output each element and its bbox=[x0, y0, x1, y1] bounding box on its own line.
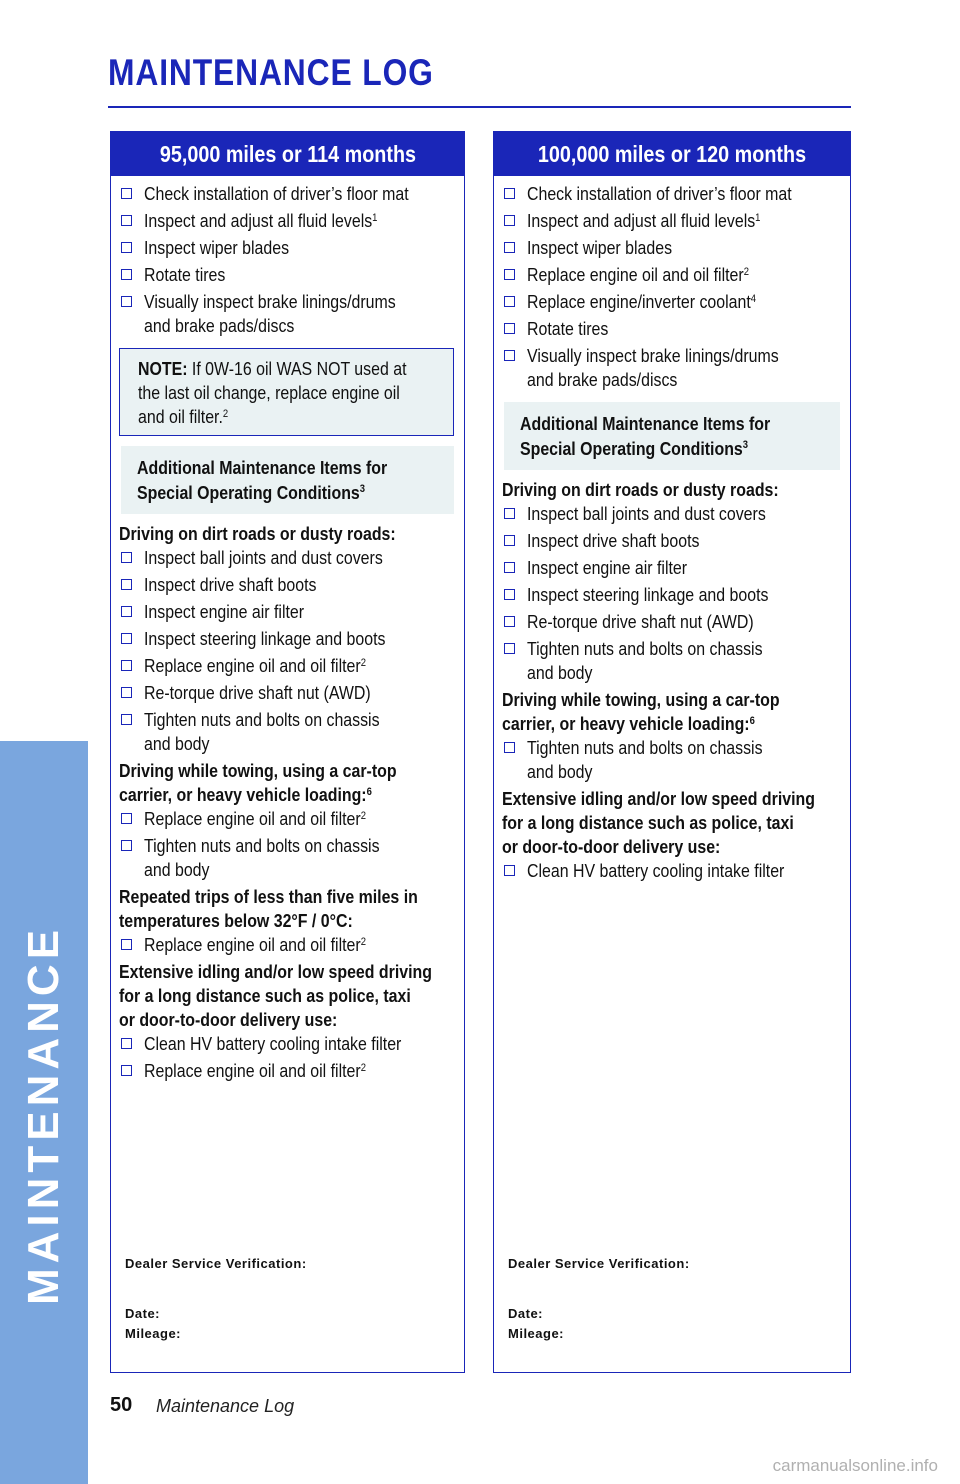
interval-95000 bbox=[110, 131, 465, 1373]
checklist-item bbox=[119, 1059, 464, 1083]
side-tab-label: MAINTENANCE bbox=[19, 924, 68, 1306]
item-label: Replace engine oil and oil filter$^2$ bbox=[144, 934, 366, 955]
checklist-item bbox=[502, 317, 850, 341]
checklist-item bbox=[119, 654, 464, 678]
dealer-verification-label: Dealer Service Verification: bbox=[508, 1256, 690, 1271]
checkbox[interactable] bbox=[121, 606, 132, 617]
checklist-item bbox=[502, 556, 850, 580]
checklist-item bbox=[119, 1032, 464, 1056]
checkbox[interactable] bbox=[504, 589, 515, 600]
idling-heading: Extensive idling and/or low speed driving for a long distance such as police, taxi or door-to-door delivery use: bbox=[502, 788, 815, 857]
checklist-item bbox=[119, 627, 464, 651]
footer-section: Maintenance Log bbox=[156, 1396, 295, 1416]
checklist-item bbox=[502, 637, 850, 685]
note-box: NOTE: If 0W-16 oil WAS NOT used at the last oil change, replace engine oil and oil filter.$^2$ bbox=[119, 348, 454, 436]
interval-heading: 95,000 miles or 114 months bbox=[111, 132, 464, 176]
additional-items-heading: Additional Maintenance Items for Special Operating Conditions$^3$ bbox=[121, 446, 454, 514]
checklist-item bbox=[502, 736, 850, 784]
checklist-item bbox=[502, 182, 850, 206]
page-title: MAINTENANCE LOG bbox=[108, 52, 434, 93]
watermark: carmanualsonline.info bbox=[772, 1456, 938, 1475]
checkbox[interactable] bbox=[121, 840, 132, 851]
item-label: Inspect steering linkage and boots bbox=[527, 584, 769, 605]
checklist bbox=[494, 176, 850, 883]
additional-items-heading: Additional Maintenance Items for Special Operating Conditions$^3$ bbox=[504, 402, 840, 470]
dealer-verification-label: Dealer Service Verification: bbox=[125, 1256, 307, 1271]
checkbox[interactable] bbox=[121, 242, 132, 253]
item-label: Re-torque drive shaft nut (AWD) bbox=[527, 611, 754, 632]
item-label: Inspect wiper blades bbox=[527, 237, 673, 258]
checkbox[interactable] bbox=[504, 508, 515, 519]
checkbox[interactable] bbox=[504, 269, 515, 280]
item-label: Inspect wiper blades bbox=[144, 237, 290, 258]
checklist-item bbox=[119, 236, 464, 260]
checkbox[interactable] bbox=[121, 552, 132, 563]
item-label: Check installation of driver’s floor mat bbox=[527, 183, 792, 204]
item-label: Inspect ball joints and dust covers bbox=[144, 547, 383, 568]
checklist-item bbox=[502, 209, 850, 233]
mileage-label: Mileage: bbox=[508, 1326, 565, 1341]
checklist-item bbox=[502, 583, 850, 607]
item-label: Replace engine oil and oil filter$^2$ bbox=[144, 655, 366, 676]
item-label: Rotate tires bbox=[144, 264, 226, 285]
checklist-item bbox=[502, 859, 850, 883]
checklist-item bbox=[119, 182, 464, 206]
checklist-item bbox=[119, 933, 464, 957]
checkbox[interactable] bbox=[504, 242, 515, 253]
checkbox[interactable] bbox=[121, 714, 132, 725]
item-label: Replace engine oil and oil filter$^2$ bbox=[527, 264, 749, 285]
item-label: Visually inspect brake linings/drums and brake pads/discs bbox=[527, 345, 779, 390]
item-label: Replace engine oil and oil filter$^2$ bbox=[144, 1060, 366, 1081]
item-label: Replace engine/inverter coolant$^4$ bbox=[527, 291, 757, 312]
item-label: Inspect steering linkage and boots bbox=[144, 628, 386, 649]
checkbox[interactable] bbox=[121, 269, 132, 280]
checklist-item bbox=[502, 290, 850, 314]
item-label: Inspect ball joints and dust covers bbox=[527, 503, 766, 524]
checkbox[interactable] bbox=[504, 742, 515, 753]
mileage-label: Mileage: bbox=[125, 1326, 182, 1341]
checkbox[interactable] bbox=[504, 323, 515, 334]
checklist-item bbox=[119, 209, 464, 233]
checkbox[interactable] bbox=[121, 939, 132, 950]
date-label: Date: bbox=[508, 1306, 544, 1321]
item-label: Rotate tires bbox=[527, 318, 609, 339]
checkbox[interactable] bbox=[121, 579, 132, 590]
dusty-heading: Driving on dirt roads or dusty roads: bbox=[119, 523, 396, 544]
interval-100000 bbox=[493, 131, 851, 1373]
item-label: Tighten nuts and bolts on chassis and body bbox=[527, 737, 763, 782]
dusty-heading: Driving on dirt roads or dusty roads: bbox=[502, 479, 779, 500]
checklist-item bbox=[502, 236, 850, 260]
checklist-item bbox=[502, 529, 850, 553]
checklist-item bbox=[119, 681, 464, 705]
item-label: Clean HV battery cooling intake filter bbox=[144, 1033, 402, 1054]
checkbox[interactable] bbox=[504, 215, 515, 226]
checklist-item bbox=[119, 290, 464, 338]
item-label: Re-torque drive shaft nut (AWD) bbox=[144, 682, 371, 703]
short-trips-heading: Repeated trips of less than five miles in temperatures below 32°F / 0°C: bbox=[119, 886, 418, 931]
checklist-item bbox=[502, 344, 850, 392]
item-label: Replace engine oil and oil filter$^2$ bbox=[144, 808, 366, 829]
item-label: Inspect drive shaft boots bbox=[527, 530, 700, 551]
item-label: Inspect engine air filter bbox=[144, 601, 305, 622]
checklist-item bbox=[502, 502, 850, 526]
item-label: Tighten nuts and bolts on chassis and body bbox=[527, 638, 763, 683]
checkbox[interactable] bbox=[121, 813, 132, 824]
title-divider bbox=[108, 106, 851, 108]
checkbox[interactable] bbox=[121, 215, 132, 226]
checklist-item bbox=[502, 263, 850, 287]
item-label: Inspect and adjust all fluid levels$^1$ bbox=[527, 210, 761, 231]
checkbox[interactable] bbox=[121, 1038, 132, 1049]
checkbox[interactable] bbox=[504, 350, 515, 361]
checklist-item bbox=[502, 610, 850, 634]
item-label: Visually inspect brake linings/drums and brake pads/discs bbox=[144, 291, 396, 336]
idling-heading: Extensive idling and/or low speed driving for a long distance such as police, taxi or door-to-door delivery use: bbox=[119, 961, 432, 1030]
page-number: 50 bbox=[110, 1394, 133, 1416]
date-label: Date: bbox=[125, 1306, 161, 1321]
checklist-item bbox=[119, 600, 464, 624]
item-label: Inspect and adjust all fluid levels$^1$ bbox=[144, 210, 378, 231]
checkbox[interactable] bbox=[504, 616, 515, 627]
checkbox[interactable] bbox=[121, 1065, 132, 1076]
checkbox[interactable] bbox=[121, 188, 132, 199]
checkbox[interactable] bbox=[504, 643, 515, 654]
checklist-item bbox=[119, 546, 464, 570]
towing-heading: Driving while towing, using a car-top carrier, or heavy vehicle loading:$^6$ bbox=[119, 760, 397, 805]
checkbox[interactable] bbox=[504, 188, 515, 199]
checklist bbox=[111, 176, 464, 1083]
checklist-item bbox=[119, 573, 464, 597]
checklist-item bbox=[119, 834, 464, 882]
checklist-item bbox=[119, 263, 464, 287]
item-label: Clean HV battery cooling intake filter bbox=[527, 860, 785, 881]
item-label: Inspect engine air filter bbox=[527, 557, 688, 578]
checkbox[interactable] bbox=[504, 535, 515, 546]
checkbox[interactable] bbox=[504, 562, 515, 573]
towing-heading: Driving while towing, using a car-top carrier, or heavy vehicle loading:$^6$ bbox=[502, 689, 780, 734]
item-label: Tighten nuts and bolts on chassis and body bbox=[144, 835, 380, 880]
checkbox[interactable] bbox=[121, 687, 132, 698]
item-label: Check installation of driver’s floor mat bbox=[144, 183, 409, 204]
interval-heading: 100,000 miles or 120 months bbox=[494, 132, 850, 176]
item-label: Tighten nuts and bolts on chassis and body bbox=[144, 709, 380, 754]
checkbox[interactable] bbox=[121, 633, 132, 644]
checkbox[interactable] bbox=[504, 865, 515, 876]
checkbox[interactable] bbox=[504, 296, 515, 307]
checkbox[interactable] bbox=[121, 660, 132, 671]
checkbox[interactable] bbox=[121, 296, 132, 307]
checklist-item bbox=[119, 708, 464, 756]
item-label: Inspect drive shaft boots bbox=[144, 574, 317, 595]
checklist-item bbox=[119, 807, 464, 831]
